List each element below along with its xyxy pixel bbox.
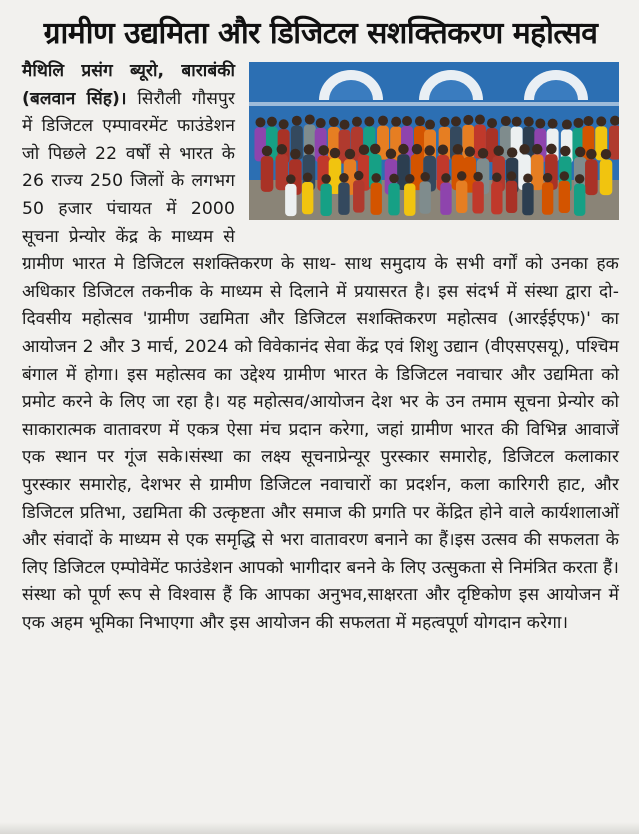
group-photo [249, 62, 619, 220]
group-photo-image [249, 62, 619, 220]
article-body [22, 58, 619, 637]
article-lead: सिरौली गौसपुर में डिजिटल एम्पावरमेंट फाउंडेशन जो पिछले 22 वर्षों से भारत के 26 राज्य 250 जिलों के लगभग 50 हजार पंचायत में 2000 सूचना प्रेन्योर केंद्र के माध्यम से ग्रामीण भारत मे डिजिटल सशक्तिकरण के साथ- साथ समुदाय के सभी वर्गों को उनका हक अधिकार डिजिटल तकनीक के माध्यम से दिलाने में प्रयासरत है। इस संदर्भ में संस्था द्वारा दो-दिवसीय महोत्सव 'ग्रामीण उद्यमिता और डिजिटल सशक्तिकरण महोत्सव (आरईईएफ)' का आयोजन 2 और 3 मार्च, 2024 को विवेकानंद सेवा केंद्र एवं शिशु उद्यान (वीएसएसयू), पश्चिम बंगाल में होगा। इस महोत्सव का उद्देश्य ग्रामीण भारत के डिजिटल नवाचार और उद्यमिता को प्रमोट करने के लिए जा रहा है। यह महोत्सव/आयोजन देश भर के उन तमाम सूचना प्रेन्योर को साकारात्मक वातावरण में एकत्र ऐसा मंच प्रदान करेगा, जहां ग्रामीण भारत की विभिन्न आवाजें एक स्थान पर गूंज सके।संस्था का लक्ष्य सूचनाप्रेन्यूर पुरस्कार समारोह, डिजिटल कलाकार पुरस्कार समारोह, देशभर से ग्रामीण डिजिटल नवाचारों का प्रदर्शन, कला कारिगरी हाट, और डिजिटल प्रतिभा, उद्यमिता की उत्कृष्टता और समाज की प्रगति पर केंद्रित होने वाले कार्यशालाओं और संवादों के माध्यम से एक समृद्धि से भरा वातावरण बनाने का हैं।इस उत्सव की सफलता के लिए डिजिटल एम्पोवेमेंट फाउंडेशन आपको भागीदार बनने के लिए उत्सुकता से निमंत्रित करता हैं। संस्था को पूर्ण रूप से विश्वास हैं कि आपका अनुभव,साक्षरता और दृष्टिकोण इस आयोजन में एक अहम भूमिका निभाएगा और इस आयोजन की सफलता में महत्वपूर्ण योगदान करेगा। [22, 88, 619, 633]
page-edge [0, 822, 639, 834]
dateline: मैथिलि प्रसंग ब्यूरो, बाराबंकी (बलवान सिंह)। [22, 61, 235, 109]
headline: ग्रामीण उद्यमिता और डिजिटल सशक्तिकरण महोत्सव [43, 16, 598, 51]
